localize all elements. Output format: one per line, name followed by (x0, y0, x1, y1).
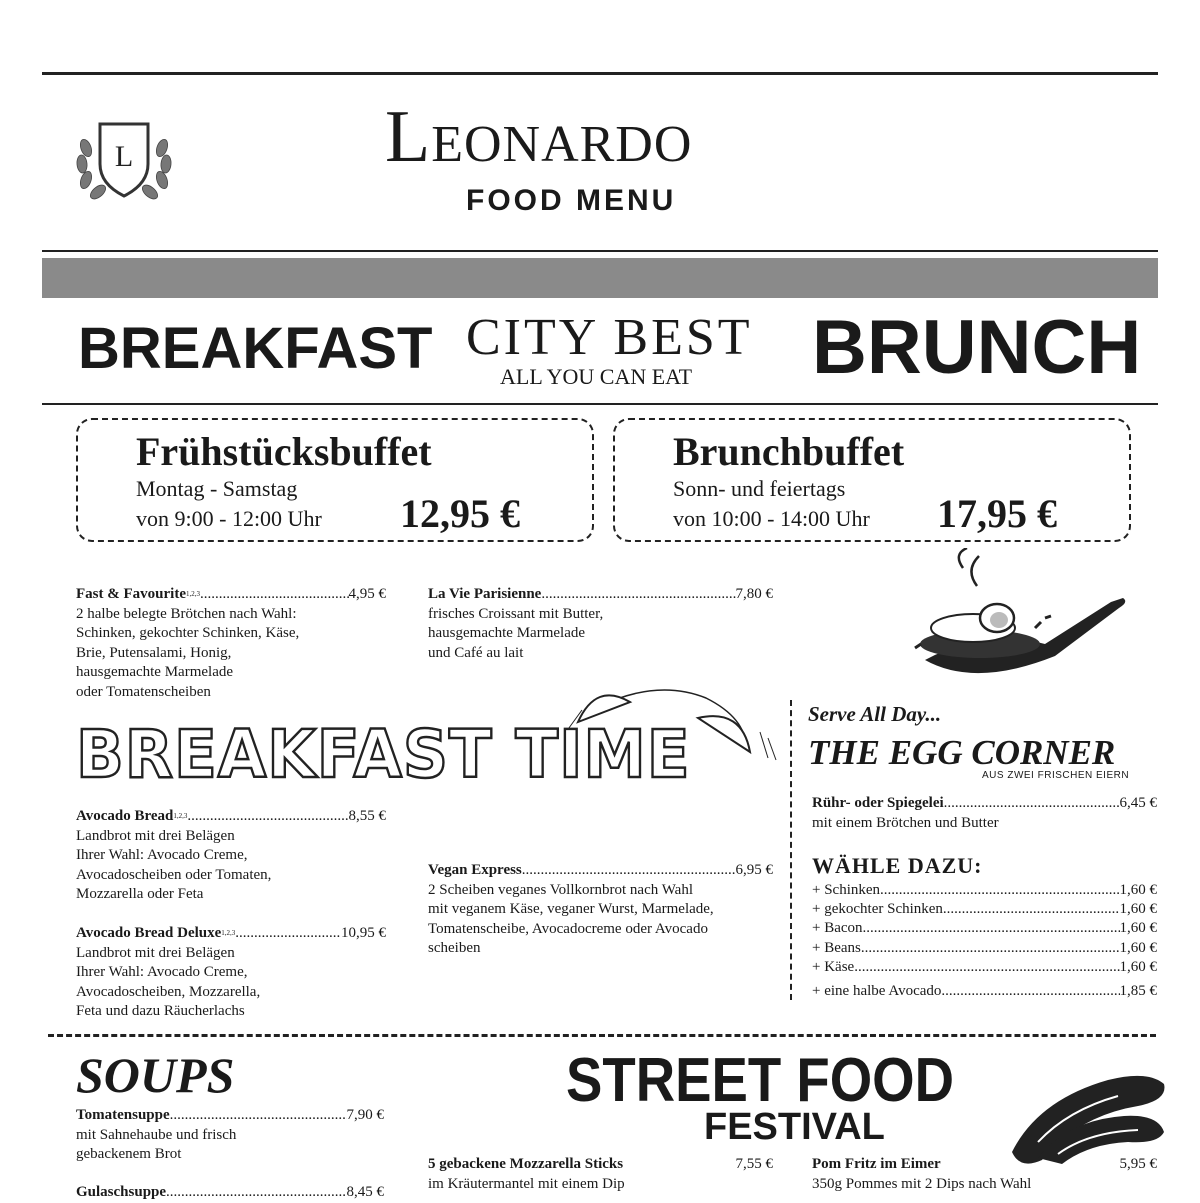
brunch-buffet-box (613, 418, 1131, 542)
addon-price: 1,85 € (1119, 983, 1157, 999)
menu-item-fast-favourite (76, 585, 386, 702)
soups-heading: SOUPS (76, 1047, 235, 1103)
addon-price: 1,60 € (1119, 959, 1157, 975)
item-name: Rühr- oder Spiegelei (812, 795, 944, 811)
menu-item-mozzarella-sticks (428, 1155, 773, 1194)
headline-city-best: CITY BEST (466, 309, 753, 366)
addon-row (812, 919, 1157, 939)
allergen-note: 1,2,3 (185, 590, 200, 598)
addon-label: + Schinken (812, 882, 881, 898)
buffet-price: 17,95 € (937, 491, 1057, 536)
header-bottom-rule (42, 250, 1158, 252)
item-name: Tomatensuppe (76, 1107, 170, 1123)
item-description: mit Sahnehaube und frisch gebackenem Brot (76, 1126, 237, 1162)
item-name: Pom Fritz im Eimer (812, 1156, 941, 1172)
menu-subtitle: FOOD MENU (466, 184, 677, 217)
item-price: 8,45 € (346, 1184, 384, 1200)
headline-rule (42, 403, 1158, 405)
menu-item-avocado-bread (76, 807, 386, 905)
item-name: Gulaschsuppe (76, 1184, 167, 1200)
addon-price: 1,60 € (1119, 901, 1157, 917)
item-description: frisches Croissant mit Butter, hausgemachte Marmelade und Café au lait (428, 605, 604, 661)
menu-item-egg (812, 794, 1157, 833)
buffet-hours: von 10:00 - 14:00 Uhr (673, 506, 870, 531)
addon-price: 1,60 € (1119, 940, 1157, 956)
item-description: 2 Scheiben veganes Vollkornbrot nach Wahl mit veganem Käse, veganer Wurst, Marmelade, Tomatenscheibe, Avocadocreme oder Avocado scheiben (428, 881, 714, 956)
addon-label: + Bacon (812, 920, 863, 936)
laurel-crest-logo (74, 118, 174, 204)
item-name: Vegan Express (428, 862, 522, 878)
street-food-subtitle: FESTIVAL (704, 1106, 885, 1148)
addon-label: + gekochter Schinken (812, 901, 943, 917)
addon-row (812, 982, 1157, 1002)
item-description: 2 halbe belegte Brötchen nach Wahl: Schinken, gekochter Schinken, Käse, Brie, Putensalami, Honig, hausgemachte Marmelade oder Tomatenscheiben (76, 605, 300, 700)
breakfast-buffet-box (76, 418, 594, 542)
egg-corner-subtitle: AUS ZWEI FRISCHEN EIERN (982, 770, 1130, 781)
item-name: 5 gebackene Mozzarella Sticks (428, 1156, 624, 1172)
addon-label: + Beans (812, 940, 861, 956)
item-description: Landbrot mit drei Belägen Ihrer Wahl: Avocado Creme, Avocadoscheiben oder Tomaten, Mozzarella oder Feta (76, 827, 272, 902)
menu-item-la-vie-parisienne (428, 585, 773, 663)
serve-all-day: Serve All Day... (808, 702, 942, 726)
addon-row (812, 939, 1157, 959)
addon-row (812, 900, 1157, 920)
buffet-title: Frühstücksbuffet (136, 429, 432, 474)
item-price: 7,55 € (735, 1156, 773, 1172)
menu-item-avocado-bread-deluxe (76, 924, 386, 1022)
breakfast-time-heading: BREAKFAST TIME (76, 716, 691, 793)
item-price: 6,95 € (735, 862, 773, 878)
menu-item-vegan-express (428, 861, 773, 959)
egg-corner-divider (790, 700, 792, 1000)
item-description: 350g Pommes mit 2 Dips nach Wahl (812, 1175, 1032, 1192)
section-dashed-rule (48, 1034, 1156, 1037)
item-price: 7,90 € (346, 1107, 384, 1123)
top-rule (42, 72, 1158, 75)
sausage-icon (998, 1060, 1170, 1170)
brand-name: Leonardo (385, 96, 693, 178)
menu-item-tomato-soup (76, 1106, 384, 1165)
item-name: Avocado Bread (76, 808, 174, 824)
item-name: Avocado Bread Deluxe (76, 925, 222, 941)
buffet-price: 12,95 € (400, 491, 520, 536)
item-price: 7,80 € (735, 586, 773, 602)
item-description: Landbrot mit drei Belägen Ihrer Wahl: Avocado Creme, Avocadoscheiben, Mozzarella, Feta und dazu Räucherlachs (76, 944, 261, 1019)
allergen-note: 1,2,3 (221, 929, 236, 937)
addon-price: 1,60 € (1119, 882, 1157, 898)
item-name: La Vie Parisienne (428, 586, 542, 602)
item-description: mit einem Brötchen und Butter (812, 814, 999, 831)
street-food-heading: STREET FOOD (566, 1046, 954, 1115)
logo-letter: L (114, 140, 134, 173)
headline-brunch: BRUNCH (812, 305, 1142, 390)
addon-row (812, 881, 1157, 901)
choose-extras-heading: WÄHLE DAZU: (812, 853, 983, 878)
egg-corner-title: THE EGG CORNER (808, 733, 1116, 772)
item-name: Fast & Favourite (76, 586, 186, 602)
headline-all-you-can-eat: ALL YOU CAN EAT (500, 364, 693, 389)
item-price: 4,95 € (348, 586, 386, 602)
item-price: 6,45 € (1119, 795, 1157, 811)
addon-label: + eine halbe Avocado (812, 983, 942, 999)
frying-pan-illustration (905, 548, 1135, 693)
buffet-hours: von 9:00 - 12:00 Uhr (136, 506, 322, 531)
addon-label: + Käse (812, 959, 855, 975)
item-description: im Kräutermantel mit einem Dip (428, 1175, 625, 1192)
buffet-days: Montag - Samstag (136, 476, 298, 501)
menu-item-pom-fritz (812, 1155, 1157, 1194)
allergen-note: 1,2,3 (173, 812, 188, 820)
headline-breakfast: BREAKFAST (78, 316, 433, 381)
grey-banner (42, 258, 1158, 298)
buffet-days: Sonn- und feiertags (673, 476, 846, 501)
item-price: 5,95 € (1119, 1156, 1157, 1172)
buffet-title: Brunchbuffet (673, 429, 905, 474)
addon-row (812, 958, 1157, 978)
item-price: 10,95 € (341, 925, 386, 941)
addon-price: 1,60 € (1119, 920, 1157, 936)
item-price: 8,55 € (348, 808, 386, 824)
